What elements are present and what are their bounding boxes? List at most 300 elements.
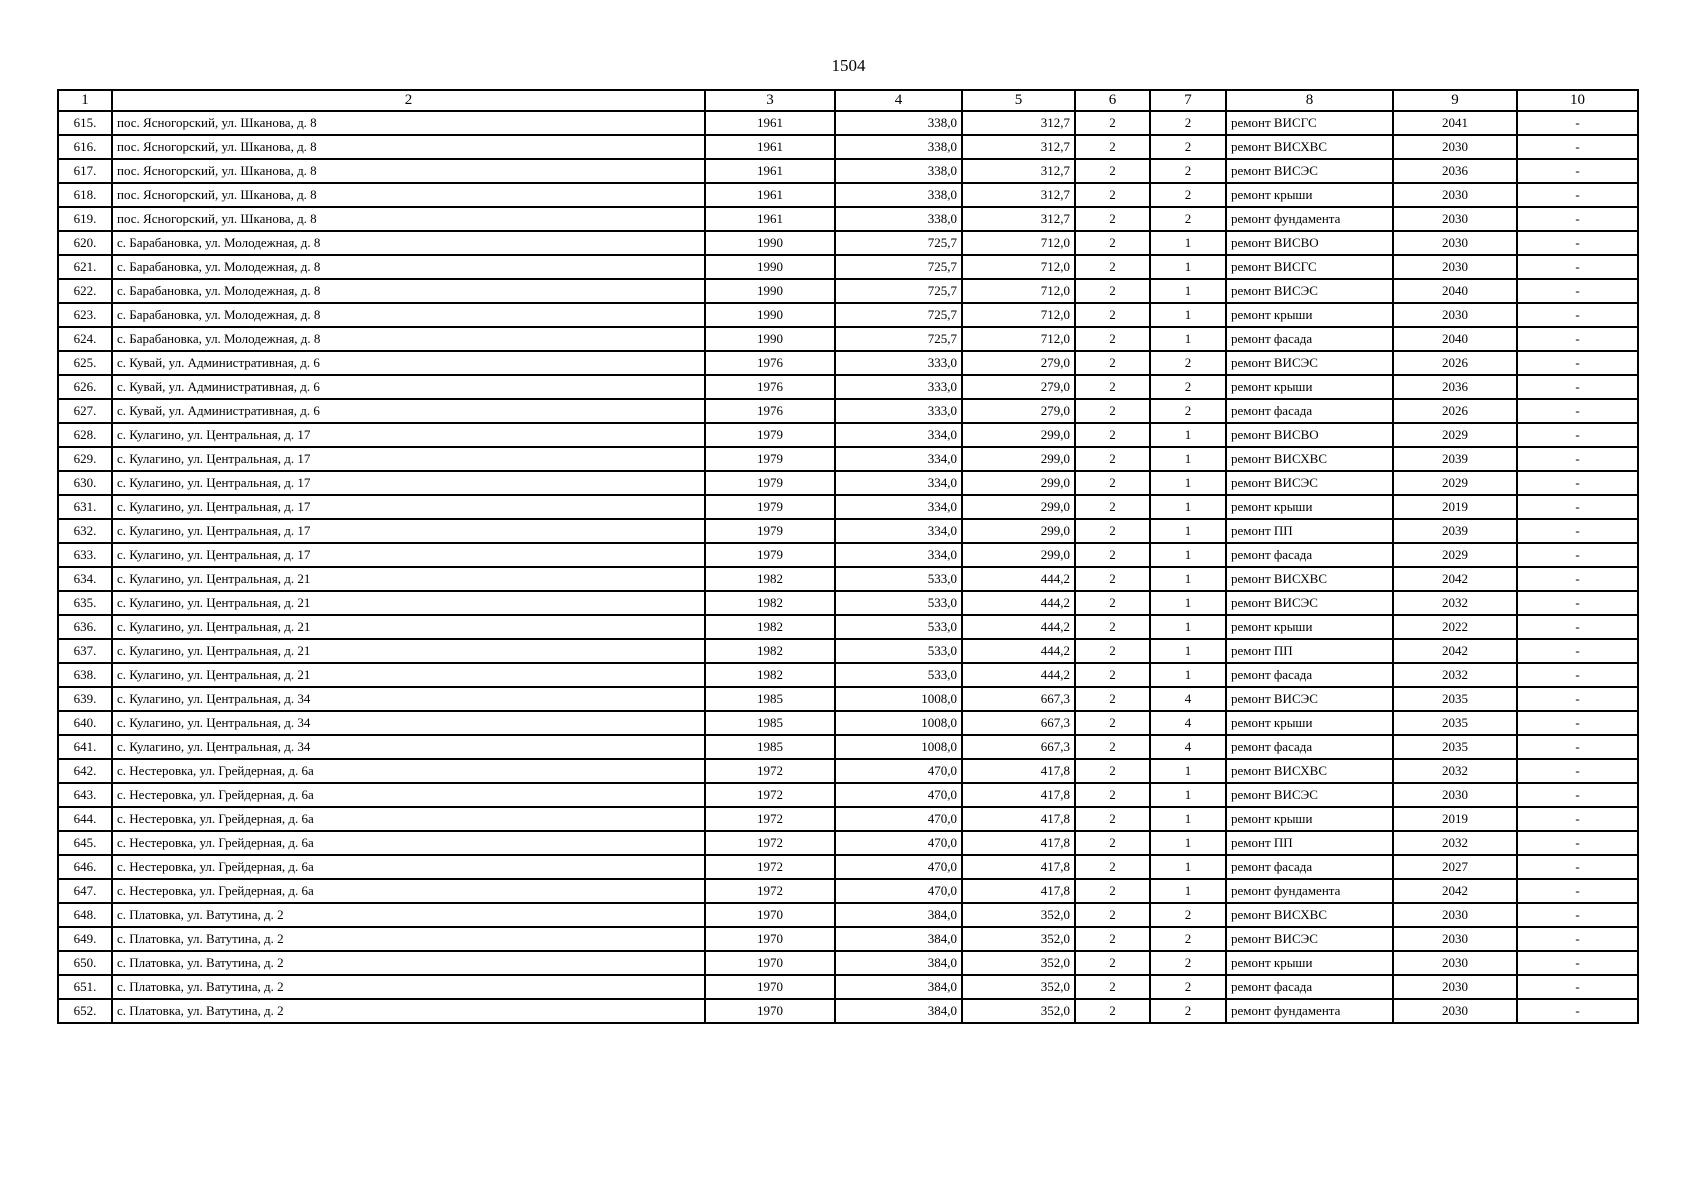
note-cell: -	[1517, 399, 1638, 423]
table-row	[58, 399, 1638, 423]
living-area-cell: 352,0	[962, 927, 1075, 951]
note-cell: -	[1517, 495, 1638, 519]
work-type-cell: ремонт ВИСЭС	[1226, 687, 1393, 711]
table-row	[58, 591, 1638, 615]
year-cell: 1970	[705, 999, 835, 1023]
floors-cell: 2	[1075, 183, 1150, 207]
living-area-cell: 352,0	[962, 999, 1075, 1023]
term-year-cell: 2029	[1393, 423, 1517, 447]
row-number-cell: 643.	[58, 783, 112, 807]
entrances-cell: 4	[1150, 687, 1226, 711]
total-area-cell: 533,0	[835, 663, 962, 687]
note-cell: -	[1517, 327, 1638, 351]
row-number-cell: 618.	[58, 183, 112, 207]
table-row	[58, 831, 1638, 855]
living-area-cell: 417,8	[962, 807, 1075, 831]
year-cell: 1961	[705, 111, 835, 135]
address-cell: с. Нестеровка, ул. Грейдерная, д. 6а	[112, 831, 705, 855]
floors-cell: 2	[1075, 375, 1150, 399]
note-cell: -	[1517, 303, 1638, 327]
note-cell: -	[1517, 687, 1638, 711]
year-cell: 1985	[705, 711, 835, 735]
entrances-cell: 1	[1150, 447, 1226, 471]
table-row	[58, 471, 1638, 495]
year-cell: 1990	[705, 327, 835, 351]
living-area-cell: 417,8	[962, 759, 1075, 783]
note-cell: -	[1517, 231, 1638, 255]
work-type-cell: ремонт фасада	[1226, 327, 1393, 351]
note-cell: -	[1517, 159, 1638, 183]
floors-cell: 2	[1075, 351, 1150, 375]
repair-schedule-table	[57, 89, 1639, 1024]
address-cell: с. Кулагино, ул. Центральная, д. 21	[112, 615, 705, 639]
year-cell: 1979	[705, 543, 835, 567]
floors-cell: 2	[1075, 951, 1150, 975]
floors-cell: 2	[1075, 999, 1150, 1023]
year-cell: 1990	[705, 279, 835, 303]
floors-cell: 2	[1075, 471, 1150, 495]
work-type-cell: ремонт ВИСХВС	[1226, 759, 1393, 783]
note-cell: -	[1517, 111, 1638, 135]
term-year-cell: 2032	[1393, 591, 1517, 615]
year-cell: 1982	[705, 663, 835, 687]
total-area-cell: 470,0	[835, 783, 962, 807]
year-cell: 1982	[705, 639, 835, 663]
entrances-cell: 1	[1150, 831, 1226, 855]
table-row	[58, 903, 1638, 927]
page-number: 1504	[831, 56, 866, 75]
table-row	[58, 855, 1638, 879]
year-cell: 1970	[705, 975, 835, 999]
entrances-cell: 1	[1150, 231, 1226, 255]
living-area-cell: 712,0	[962, 327, 1075, 351]
work-type-cell: ремонт ВИСХВС	[1226, 135, 1393, 159]
table-row	[58, 327, 1638, 351]
total-area-cell: 384,0	[835, 903, 962, 927]
note-cell: -	[1517, 135, 1638, 159]
year-cell: 1982	[705, 615, 835, 639]
note-cell: -	[1517, 663, 1638, 687]
work-type-cell: ремонт крыши	[1226, 183, 1393, 207]
address-cell: пос. Ясногорский, ул. Шканова, д. 8	[112, 159, 705, 183]
term-year-cell: 2026	[1393, 351, 1517, 375]
address-cell: с. Платовка, ул. Ватутина, д. 2	[112, 927, 705, 951]
note-cell: -	[1517, 735, 1638, 759]
table-row	[58, 735, 1638, 759]
column-header: 4	[835, 90, 962, 111]
living-area-cell: 279,0	[962, 375, 1075, 399]
floors-cell: 2	[1075, 447, 1150, 471]
column-header: 10	[1517, 90, 1638, 111]
entrances-cell: 1	[1150, 783, 1226, 807]
table-row	[58, 423, 1638, 447]
term-year-cell: 2030	[1393, 903, 1517, 927]
work-type-cell: ремонт фасада	[1226, 663, 1393, 687]
column-header: 2	[112, 90, 705, 111]
year-cell: 1982	[705, 567, 835, 591]
year-cell: 1990	[705, 255, 835, 279]
year-cell: 1976	[705, 375, 835, 399]
table-row	[58, 999, 1638, 1023]
work-type-cell: ремонт ВИСГС	[1226, 255, 1393, 279]
work-type-cell: ремонт ВИСЭС	[1226, 783, 1393, 807]
address-cell: с. Барабановка, ул. Молодежная, д. 8	[112, 255, 705, 279]
entrances-cell: 1	[1150, 615, 1226, 639]
address-cell: с. Кулагино, ул. Центральная, д. 34	[112, 687, 705, 711]
living-area-cell: 712,0	[962, 255, 1075, 279]
living-area-cell: 444,2	[962, 615, 1075, 639]
work-type-cell: ремонт крыши	[1226, 807, 1393, 831]
table-row	[58, 951, 1638, 975]
term-year-cell: 2039	[1393, 519, 1517, 543]
term-year-cell: 2042	[1393, 879, 1517, 903]
row-number-cell: 621.	[58, 255, 112, 279]
total-area-cell: 725,7	[835, 303, 962, 327]
term-year-cell: 2035	[1393, 687, 1517, 711]
year-cell: 1990	[705, 303, 835, 327]
entrances-cell: 1	[1150, 423, 1226, 447]
total-area-cell: 334,0	[835, 471, 962, 495]
floors-cell: 2	[1075, 711, 1150, 735]
floors-cell: 2	[1075, 903, 1150, 927]
table-row	[58, 687, 1638, 711]
address-cell: с. Нестеровка, ул. Грейдерная, д. 6а	[112, 807, 705, 831]
column-header: 6	[1075, 90, 1150, 111]
note-cell: -	[1517, 471, 1638, 495]
living-area-cell: 299,0	[962, 543, 1075, 567]
total-area-cell: 470,0	[835, 831, 962, 855]
entrances-cell: 2	[1150, 135, 1226, 159]
work-type-cell: ремонт крыши	[1226, 375, 1393, 399]
row-number-cell: 646.	[58, 855, 112, 879]
living-area-cell: 352,0	[962, 951, 1075, 975]
work-type-cell: ремонт ВИСЭС	[1226, 351, 1393, 375]
year-cell: 1961	[705, 159, 835, 183]
term-year-cell: 2022	[1393, 615, 1517, 639]
year-cell: 1970	[705, 903, 835, 927]
table-row	[58, 543, 1638, 567]
address-cell: с. Кувай, ул. Административная, д. 6	[112, 375, 705, 399]
table-body	[58, 111, 1638, 1023]
term-year-cell: 2030	[1393, 999, 1517, 1023]
work-type-cell: ремонт ВИСЭС	[1226, 471, 1393, 495]
table-header-row	[58, 90, 1638, 111]
total-area-cell: 334,0	[835, 447, 962, 471]
row-number-cell: 642.	[58, 759, 112, 783]
work-type-cell: ремонт ВИСХВС	[1226, 903, 1393, 927]
entrances-cell: 2	[1150, 927, 1226, 951]
year-cell: 1970	[705, 927, 835, 951]
table-row	[58, 975, 1638, 999]
note-cell: -	[1517, 375, 1638, 399]
year-cell: 1979	[705, 447, 835, 471]
living-area-cell: 417,8	[962, 831, 1075, 855]
column-header: 5	[962, 90, 1075, 111]
work-type-cell: ремонт ВИСЭС	[1226, 927, 1393, 951]
note-cell: -	[1517, 519, 1638, 543]
total-area-cell: 338,0	[835, 135, 962, 159]
term-year-cell: 2030	[1393, 927, 1517, 951]
note-cell: -	[1517, 567, 1638, 591]
floors-cell: 2	[1075, 879, 1150, 903]
address-cell: с. Нестеровка, ул. Грейдерная, д. 6а	[112, 879, 705, 903]
living-area-cell: 312,7	[962, 159, 1075, 183]
floors-cell: 2	[1075, 543, 1150, 567]
row-number-cell: 622.	[58, 279, 112, 303]
table-row	[58, 375, 1638, 399]
term-year-cell: 2036	[1393, 159, 1517, 183]
year-cell: 1976	[705, 399, 835, 423]
floors-cell: 2	[1075, 831, 1150, 855]
term-year-cell: 2042	[1393, 567, 1517, 591]
total-area-cell: 338,0	[835, 111, 962, 135]
year-cell: 1982	[705, 591, 835, 615]
total-area-cell: 334,0	[835, 543, 962, 567]
living-area-cell: 299,0	[962, 495, 1075, 519]
table-row	[58, 639, 1638, 663]
note-cell: -	[1517, 207, 1638, 231]
floors-cell: 2	[1075, 207, 1150, 231]
row-number-cell: 619.	[58, 207, 112, 231]
living-area-cell: 279,0	[962, 399, 1075, 423]
note-cell: -	[1517, 975, 1638, 999]
floors-cell: 2	[1075, 975, 1150, 999]
total-area-cell: 333,0	[835, 351, 962, 375]
note-cell: -	[1517, 927, 1638, 951]
living-area-cell: 417,8	[962, 855, 1075, 879]
living-area-cell: 417,8	[962, 879, 1075, 903]
term-year-cell: 2026	[1393, 399, 1517, 423]
address-cell: с. Кулагино, ул. Центральная, д. 21	[112, 663, 705, 687]
note-cell: -	[1517, 951, 1638, 975]
total-area-cell: 384,0	[835, 975, 962, 999]
year-cell: 1979	[705, 471, 835, 495]
table-row	[58, 519, 1638, 543]
address-cell: с. Кулагино, ул. Центральная, д. 21	[112, 639, 705, 663]
entrances-cell: 2	[1150, 207, 1226, 231]
row-number-cell: 623.	[58, 303, 112, 327]
total-area-cell: 338,0	[835, 207, 962, 231]
note-cell: -	[1517, 447, 1638, 471]
total-area-cell: 334,0	[835, 519, 962, 543]
term-year-cell: 2032	[1393, 759, 1517, 783]
term-year-cell: 2030	[1393, 975, 1517, 999]
table-row	[58, 351, 1638, 375]
term-year-cell: 2032	[1393, 831, 1517, 855]
row-number-cell: 631.	[58, 495, 112, 519]
note-cell: -	[1517, 639, 1638, 663]
year-cell: 1970	[705, 951, 835, 975]
total-area-cell: 533,0	[835, 639, 962, 663]
total-area-cell: 334,0	[835, 423, 962, 447]
term-year-cell: 2040	[1393, 327, 1517, 351]
table-row	[58, 711, 1638, 735]
note-cell: -	[1517, 183, 1638, 207]
entrances-cell: 2	[1150, 111, 1226, 135]
term-year-cell: 2029	[1393, 543, 1517, 567]
row-number-cell: 637.	[58, 639, 112, 663]
address-cell: с. Барабановка, ул. Молодежная, д. 8	[112, 327, 705, 351]
table-row	[58, 303, 1638, 327]
living-area-cell: 417,8	[962, 783, 1075, 807]
column-header: 8	[1226, 90, 1393, 111]
living-area-cell: 312,7	[962, 207, 1075, 231]
row-number-cell: 641.	[58, 735, 112, 759]
note-cell: -	[1517, 999, 1638, 1023]
term-year-cell: 2030	[1393, 207, 1517, 231]
total-area-cell: 470,0	[835, 807, 962, 831]
work-type-cell: ремонт фундамента	[1226, 207, 1393, 231]
table-row	[58, 231, 1638, 255]
entrances-cell: 1	[1150, 759, 1226, 783]
row-number-cell: 626.	[58, 375, 112, 399]
work-type-cell: ремонт ВИСХВС	[1226, 567, 1393, 591]
living-area-cell: 444,2	[962, 567, 1075, 591]
floors-cell: 2	[1075, 135, 1150, 159]
living-area-cell: 279,0	[962, 351, 1075, 375]
term-year-cell: 2032	[1393, 663, 1517, 687]
note-cell: -	[1517, 615, 1638, 639]
term-year-cell: 2030	[1393, 951, 1517, 975]
column-header: 3	[705, 90, 835, 111]
row-number-cell: 645.	[58, 831, 112, 855]
entrances-cell: 4	[1150, 711, 1226, 735]
address-cell: с. Кулагино, ул. Центральная, д. 34	[112, 711, 705, 735]
term-year-cell: 2029	[1393, 471, 1517, 495]
living-area-cell: 667,3	[962, 735, 1075, 759]
term-year-cell: 2040	[1393, 279, 1517, 303]
living-area-cell: 352,0	[962, 975, 1075, 999]
total-area-cell: 1008,0	[835, 711, 962, 735]
address-cell: с. Платовка, ул. Ватутина, д. 2	[112, 951, 705, 975]
floors-cell: 2	[1075, 255, 1150, 279]
work-type-cell: ремонт ПП	[1226, 639, 1393, 663]
note-cell: -	[1517, 591, 1638, 615]
entrances-cell: 2	[1150, 183, 1226, 207]
address-cell: с. Платовка, ул. Ватутина, д. 2	[112, 999, 705, 1023]
work-type-cell: ремонт фасада	[1226, 855, 1393, 879]
total-area-cell: 533,0	[835, 567, 962, 591]
entrances-cell: 1	[1150, 639, 1226, 663]
term-year-cell: 2030	[1393, 135, 1517, 159]
floors-cell: 2	[1075, 159, 1150, 183]
row-number-cell: 651.	[58, 975, 112, 999]
row-number-cell: 616.	[58, 135, 112, 159]
address-cell: с. Барабановка, ул. Молодежная, д. 8	[112, 279, 705, 303]
floors-cell: 2	[1075, 687, 1150, 711]
entrances-cell: 1	[1150, 279, 1226, 303]
year-cell: 1979	[705, 495, 835, 519]
entrances-cell: 1	[1150, 663, 1226, 687]
work-type-cell: ремонт ВИСГС	[1226, 111, 1393, 135]
total-area-cell: 1008,0	[835, 687, 962, 711]
total-area-cell: 533,0	[835, 591, 962, 615]
term-year-cell: 2039	[1393, 447, 1517, 471]
living-area-cell: 299,0	[962, 447, 1075, 471]
floors-cell: 2	[1075, 615, 1150, 639]
living-area-cell: 712,0	[962, 303, 1075, 327]
row-number-cell: 639.	[58, 687, 112, 711]
living-area-cell: 712,0	[962, 279, 1075, 303]
address-cell: с. Кувай, ул. Административная, д. 6	[112, 351, 705, 375]
note-cell: -	[1517, 807, 1638, 831]
work-type-cell: ремонт крыши	[1226, 615, 1393, 639]
entrances-cell: 2	[1150, 975, 1226, 999]
row-number-cell: 617.	[58, 159, 112, 183]
row-number-cell: 629.	[58, 447, 112, 471]
entrances-cell: 1	[1150, 303, 1226, 327]
floors-cell: 2	[1075, 303, 1150, 327]
term-year-cell: 2042	[1393, 639, 1517, 663]
address-cell: с. Кулагино, ул. Центральная, д. 17	[112, 447, 705, 471]
address-cell: пос. Ясногорский, ул. Шканова, д. 8	[112, 207, 705, 231]
address-cell: с. Кулагино, ул. Центральная, д. 17	[112, 495, 705, 519]
year-cell: 1972	[705, 879, 835, 903]
living-area-cell: 299,0	[962, 471, 1075, 495]
row-number-cell: 625.	[58, 351, 112, 375]
total-area-cell: 338,0	[835, 183, 962, 207]
work-type-cell: ремонт ПП	[1226, 519, 1393, 543]
floors-cell: 2	[1075, 927, 1150, 951]
address-cell: с. Кулагино, ул. Центральная, д. 17	[112, 471, 705, 495]
table-row	[58, 615, 1638, 639]
work-type-cell: ремонт ВИСЭС	[1226, 279, 1393, 303]
total-area-cell: 725,7	[835, 255, 962, 279]
year-cell: 1961	[705, 207, 835, 231]
note-cell: -	[1517, 543, 1638, 567]
row-number-cell: 640.	[58, 711, 112, 735]
floors-cell: 2	[1075, 855, 1150, 879]
term-year-cell: 2036	[1393, 375, 1517, 399]
table-row	[58, 183, 1638, 207]
entrances-cell: 2	[1150, 903, 1226, 927]
year-cell: 1961	[705, 183, 835, 207]
living-area-cell: 667,3	[962, 711, 1075, 735]
address-cell: с. Барабановка, ул. Молодежная, д. 8	[112, 303, 705, 327]
floors-cell: 2	[1075, 327, 1150, 351]
row-number-cell: 647.	[58, 879, 112, 903]
floors-cell: 2	[1075, 399, 1150, 423]
floors-cell: 2	[1075, 783, 1150, 807]
entrances-cell: 1	[1150, 855, 1226, 879]
work-type-cell: ремонт крыши	[1226, 711, 1393, 735]
floors-cell: 2	[1075, 423, 1150, 447]
row-number-cell: 635.	[58, 591, 112, 615]
note-cell: -	[1517, 831, 1638, 855]
floors-cell: 2	[1075, 567, 1150, 591]
address-cell: с. Кулагино, ул. Центральная, д. 21	[112, 567, 705, 591]
living-area-cell: 299,0	[962, 519, 1075, 543]
term-year-cell: 2027	[1393, 855, 1517, 879]
total-area-cell: 470,0	[835, 855, 962, 879]
entrances-cell: 1	[1150, 879, 1226, 903]
work-type-cell: ремонт ПП	[1226, 831, 1393, 855]
living-area-cell: 712,0	[962, 231, 1075, 255]
row-number-cell: 632.	[58, 519, 112, 543]
entrances-cell: 4	[1150, 735, 1226, 759]
year-cell: 1972	[705, 783, 835, 807]
address-cell: с. Кулагино, ул. Центральная, д. 17	[112, 423, 705, 447]
year-cell: 1972	[705, 831, 835, 855]
term-year-cell: 2035	[1393, 735, 1517, 759]
row-number-cell: 634.	[58, 567, 112, 591]
note-cell: -	[1517, 879, 1638, 903]
entrances-cell: 2	[1150, 999, 1226, 1023]
address-cell: пос. Ясногорский, ул. Шканова, д. 8	[112, 183, 705, 207]
entrances-cell: 2	[1150, 351, 1226, 375]
table-row	[58, 255, 1638, 279]
work-type-cell: ремонт ВИСХВС	[1226, 447, 1393, 471]
